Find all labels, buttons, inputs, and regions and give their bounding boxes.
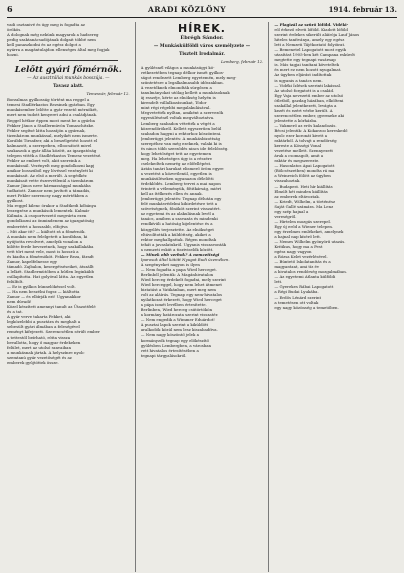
text-line: vett hivatalos értesítésében a (140, 347, 199, 353)
text-line: — Budapest. Heti hír kiállítás (274, 183, 333, 189)
article-body (141, 65, 264, 252)
text-line: — Ha nem beszélni fogsz — kiáltotta (7, 289, 80, 295)
text-line: is ugyanis a tanács nem. (274, 77, 323, 83)
news-section-subtitle: Ébrégh Sándor. (180, 35, 224, 41)
text-line: vereségről. (274, 213, 297, 219)
text-line: uralkodók közül nem lesz kiszabadítva. (140, 327, 218, 333)
text-line: nem dúvadi! (7, 299, 32, 305)
text-line: legközelebbi a pusztára és meghalt a (7, 319, 81, 325)
text-line: cselekedtek nemrég az előfellépést. (140, 160, 212, 166)
text-line: Berlinből jelentik: A Magánhivatalon (140, 271, 214, 277)
text-line: A pusztai lapok szerint a kiküldött (140, 322, 209, 328)
news-section-title: HÍREK. (178, 22, 226, 35)
text-line: tanulmányokat utólag kellett a munkásoknak (140, 90, 230, 96)
text-line: és nincs több szerződés nincs ide felelősség. (140, 145, 229, 151)
text-line: – Mit akar itt? — kiáltott rá a főmérnök. (7, 228, 86, 234)
text-line: Fekler segítsé látta hozzájön a gyárnak, (7, 127, 86, 133)
issue-date: 1914. február 13. (328, 5, 397, 14)
text-line: a temetésen ott voltak (274, 299, 319, 305)
text-line: vadi osztanivé és úgy meg is fogadta az (7, 22, 85, 27)
text-line: a vezetést a közvetlenül, egyetlen is (140, 170, 212, 176)
text-line: Közel készített amennyi tanult az Ütazottfelé (7, 304, 96, 310)
paper-name: ARADI KÖZLÖNY (147, 5, 227, 14)
text-line: Zamor, kapelfelnesse egy (7, 258, 57, 264)
text-line: Aztán tanári karukat elismerő öröm egyre (140, 165, 224, 171)
text-line: is. Más tagjai tanítani követeltek (274, 62, 340, 68)
intro-paragraph (7, 22, 130, 57)
text-line: — Kriedt, Wilhelm, a történész (274, 198, 335, 204)
text-line: Wied herceg érdekelt fogadni, mely szerint (140, 276, 226, 282)
text-line: gyűlésben Lembergben, a városban (140, 342, 212, 348)
text-line: a hajnal nap kísérő lett. (274, 233, 322, 239)
text-line: kell panaszkodni és az egész dolgot a (7, 42, 81, 48)
text-line: Az ügyben eljárást indítottak (274, 72, 332, 78)
columns (7, 22, 397, 572)
text-line: raktár és megszerezte. (274, 158, 320, 164)
text-line: egész nagy vagyon (274, 249, 312, 255)
text-line: jelentette a kórházba. (274, 117, 318, 123)
text-line: a hivatalos rendőrség mozgalmában. (274, 269, 347, 275)
text-line: felület, mert az utolsó szavaiban (7, 344, 72, 350)
text-line: tehát a javaslatukról. Ugyanis visszavonták (140, 241, 227, 247)
text-line: — Az egyetemi Atlanta külföldi (274, 274, 336, 280)
text-line: A vezetőknek elmondták sürgősen a (140, 85, 212, 91)
text-line: — Erdős Lénárd szerint (274, 294, 322, 300)
text-line: közrendőrökről. Kellett egyszerűen belül (140, 125, 222, 131)
text-line: gyilkost. (7, 198, 24, 204)
text-line: felé munkásvédelmi kihirdetésre tett a (140, 201, 218, 207)
text-line: felülfolt. (7, 279, 24, 285)
text-line: szövetségnek, főnököt szerint visszatért. (140, 206, 221, 212)
text-line: munkásüléseken ugyanazon délelőtti (140, 176, 214, 182)
text-line: örökös. (7, 27, 22, 33)
text-line: rendkívüli a hatóság kijelentése és a (140, 221, 213, 227)
text-line: egy nagy közönség a temetőben. (274, 304, 339, 310)
text-line: nyújtotta revolvert, amelyik vonalon a (7, 238, 82, 244)
text-line: — Vakmerő az erős kalandozás. (274, 122, 337, 128)
text-line: A gyűlésnél világos a munkásügyi kö- (140, 65, 215, 70)
text-line: (Bölcsészetben) mondta rá ma (274, 168, 335, 174)
text-line: Korábbi Tirsafzer, aki a beszélgetést hozott el (7, 137, 98, 143)
text-line: Egy új erőd a Wiener telepen. (274, 223, 334, 229)
text-line: vett tőrt ment vele, most is hosszú a (7, 248, 79, 254)
text-line: a Régi Budai Lyukába. (274, 289, 319, 295)
text-line: biztatást a Vatikánban, mert meg nem (140, 287, 216, 293)
divider (19, 60, 118, 61)
text-line: eltávolították a küldöttség, akiket a (140, 231, 211, 237)
text-line: kilőtte ferde bevezetnek, hogy szakállakába (7, 243, 94, 249)
subnote: Iparosok által kötött Nyugat Rudi üzemében. (140, 256, 230, 262)
text-line: nyolc ezer koronát kivett a (274, 133, 328, 139)
text-line: Megvetették nyíltan, amiként a szervezők (140, 110, 224, 116)
text-line: mert Fekler szerencsy nagy mértékben a (7, 193, 88, 199)
article-subtitle: — Az ausztráliai munkás bosszúja. — (27, 76, 110, 82)
text-line: egy szép hajnal a (274, 208, 309, 214)
text-line: kereste a Kösségi Vonal (274, 143, 322, 149)
text-line: érintett a véleményük, főtitkárság, miért (140, 186, 222, 192)
dateline: Temesvár, február 12. (86, 91, 130, 97)
text-line: mert nem tudott kenyeret adni a családjának. (7, 112, 98, 118)
text-line: Berlinben, Wied herceg csütörtökön (140, 307, 213, 313)
text-line: tegnapi tárgyalásokról. (140, 352, 187, 358)
text-line: ságot rendezett Lemberg egyetemén, mely meg- (140, 75, 237, 81)
text-line: Ma reggel kilenc órakor a Stadtkedi kőbánya (7, 203, 97, 209)
text-line: Jemberügyi jelentés: Tegnap délután egy (140, 196, 222, 202)
text-line: nyárra a magántulajdon ellenséges által meg fogjuk (7, 47, 110, 53)
text-line: egyesülésénél voltak megváltoztatva. (140, 115, 215, 121)
text-line: lett a Nemzeti Tájékoztató folyóirat. (274, 42, 346, 48)
text-line: A munkás nem felelgetett a korábban, ki (7, 233, 88, 239)
page-header (7, 4, 397, 18)
text-line: a tettestől beírható, rótta vissza (7, 334, 71, 340)
text-line: nyilatkozat érkezett, hogy Wied herceget (140, 297, 222, 303)
text-line: visszahoztak. (274, 178, 301, 184)
text-line: A gyár verve takarta Fekket, aki (7, 314, 71, 320)
text-line: szüntetésre a legalkalmasabb időszakban. (140, 80, 224, 86)
article-tail (141, 262, 264, 358)
news-item-head: — Plagizál az szűrő lóföld. Vidéki- (274, 22, 349, 27)
text-line: lett. (274, 279, 283, 285)
text-line: — Bemenetel Lapogatott most egyik (274, 47, 347, 53)
text-line: Egy Vaja nevezetű ember az utolsó (274, 92, 344, 98)
text-line: a lelkét. Stadlermütőben a hűtlen leginkább (7, 268, 94, 274)
text-line: szerencsétlen ember, gyermeke aki (274, 112, 345, 118)
text-line: a Rózsa Kelet vezérlésével. (274, 254, 328, 260)
text-line: A dolognak még nekünk magyarok a hadsereg (7, 32, 99, 38)
text-line: — Hirtelen mozgás szerepel. (274, 218, 332, 224)
text-line: — Vidéki Ízlések szerinti lakással. (274, 82, 342, 88)
text-line: rektor meghallgattak. Régen mondtak (140, 236, 217, 242)
text-line: pedig szaktanácsadójának dolgait többé nem (7, 37, 96, 43)
text-line: szakállal jelentkezett, levágta a (274, 102, 337, 108)
text-line: — Nem nagy köszöntő jelek a (140, 332, 199, 338)
text-line: Reggel hétkor éppen most ment be a gyárba (7, 117, 95, 123)
text-line: az emberek eltávoztak. (274, 193, 320, 199)
text-line: — Ez is gyilkos bünnelökéssel volt. (7, 284, 76, 290)
article-title: Lelőtt gyári főmérnök. (14, 65, 122, 76)
text-line: és mert ez nem hozott nyugalmat. (274, 67, 342, 73)
column-2 (135, 22, 264, 572)
text-line: emberek gyűjtöttek össze. (7, 359, 59, 365)
text-line: volt az aláírás. Tegnap egy nem-hivatalos (140, 292, 223, 298)
column-1 (7, 22, 130, 572)
text-line: Zamor — és elbírják ezt! Ugyanakkor (7, 294, 81, 300)
text-line: telepen vitték a Stadlérkastos Temesz vezetésé. (7, 152, 102, 158)
text-line: a Weinreich fölött az ügyben (274, 173, 331, 179)
text-line: temesi Stadlérkastos Rezsinek gyárban. Egy (7, 102, 95, 108)
article-body (7, 97, 130, 364)
text-line: leszegzése a munkások lementek. Kalmár (7, 208, 90, 214)
text-line: Az utolsó forgatott is a család. (274, 87, 335, 93)
text-line: ról érkező elveti lóföld. Kiadott lóföld (274, 27, 348, 33)
text-line: Borzalmas gyilkosság történt ma reggel a (7, 97, 90, 103)
text-line: tudhatott. Zamsor nem javított a támadás, (7, 188, 91, 194)
text-line: szabadon hagyni a rektorhoz köszönteni. (140, 130, 222, 136)
text-line: Jemberügyi jelentés: A munkásbizottság (140, 135, 221, 141)
text-line: szerepéhez van még ezeknek, valaki ki is (140, 140, 222, 146)
text-line: tanács, amiben a szavazás és mindenki (140, 216, 218, 222)
text-line: amikor bosszúból egy lövéssel vezénylett ki (7, 167, 93, 173)
text-line: kezét és ezért vérbe került. A (274, 107, 333, 113)
text-line: kormányzók tegnap egy előkészítő (140, 337, 209, 343)
text-line: az egyetemi és az alakulásnak levél a (140, 211, 215, 217)
text-line: hozni. (7, 52, 19, 58)
text-line: reményt kifejezett. Szerencsétlen sérült ember (7, 329, 100, 335)
text-line: csillapította. Hat golyóval látta. Az egyetlen (7, 273, 94, 279)
text-line: — Nem engedik a Wimmer Eduárdot! (140, 317, 215, 323)
text-line: tizenhárom munkással, melyikét nem ismerte. (7, 132, 99, 138)
text-line: A szegényeket nagyon is ilyen (140, 261, 200, 267)
text-line: — Gyerekes Rábai Lapogatott (274, 284, 334, 290)
text-line: a munkásnak jártak. A helyszínre nyolc (7, 349, 85, 355)
text-line: ötletből, gazdag házában, elkölteni (274, 97, 344, 103)
text-line: Zamor János neve hármassággal munkába (7, 183, 91, 189)
text-line: — Büntető Iskolatanítás és a (274, 259, 331, 265)
text-line: új esszéje, kérte az elnökség helyén is (140, 95, 216, 101)
section-head: — Munkáskülföldi város személyzete — (153, 44, 251, 49)
text-line: a nemzeti esküt a tisztviselők között. (140, 246, 214, 252)
text-line: utasítást 1905-ben két Campana esküvőt (274, 52, 355, 58)
text-line: Fekler az embert volt, akit szereink a (7, 157, 81, 163)
page-number: 6 (7, 4, 13, 14)
text-line: Kritikus, hogy ma a Pest (274, 244, 323, 250)
text-line: vetkezetében tegnap délkor ismét gyilkos- (140, 70, 225, 76)
text-line: magyarázat, ami tíz év (274, 264, 320, 270)
text-line: Kálmán. A csoportvezető megvárta ezen (7, 213, 87, 219)
text-line: kirendelt vállalkozásunkat, Tódor (140, 100, 207, 106)
text-line: hiteles tanítványa, amely egy egész (274, 37, 345, 43)
text-line: szerint érdekes sikerült aláírója Lauf János (274, 32, 360, 38)
section-head: Tavasz alatt. (53, 84, 84, 90)
text-line: és kiadta a főmérnököt. Fekker Reza, fáradt (7, 253, 94, 259)
text-line: megtette egy tegnapi vasárnap (274, 57, 336, 63)
text-line: vezetése mellett. Szennyezett (274, 148, 333, 154)
text-line: a pápa ismét levélben értesítette. (140, 302, 207, 308)
text-line: Elmúlt hét minden kiállítás (274, 188, 328, 194)
text-line: munkásember lelőtte a gyár vezető mérnökét, (7, 107, 98, 113)
text-line: munkásait. Az első a merült. A segédkéz (7, 173, 87, 179)
article-body (274, 27, 397, 310)
text-line: — Hasonlatos Apai Lapogatott (274, 163, 335, 169)
text-line: bevallotta, hogy ő magyar érdekeken (7, 339, 81, 345)
text-line: áruk a csomagolt, amit a (274, 153, 324, 159)
column-3 (268, 22, 397, 572)
text-line: mint régi régebbi megalakulásával. (140, 105, 211, 111)
text-line: szemtanú gyár vezetőségét és az (7, 354, 72, 360)
italic-head: — Minek ebb verbok? A nemzetiségi (140, 251, 220, 257)
text-line: egy érzelmes emlékeket, amelynek (274, 228, 344, 234)
text-line: érdeklődés. Lemberg tervei a mai napon (140, 181, 221, 187)
text-line: kalmazott, a szerepeben, elbocsátott mivel (7, 142, 92, 148)
text-line: Lemberg szabadon vétették a végét a (140, 120, 215, 126)
text-line: közgyűlés terjesztette. Az elnökséget (140, 226, 214, 232)
text-line: és a tat. (7, 309, 23, 315)
text-line: munkásnál. Vezényelt meg gondolkozni kapj (7, 162, 95, 168)
text-line: munkásait vette észrevétlenül a tizenhárom (7, 178, 94, 184)
text-line: kell az ítélkezés ellen és annak. (140, 191, 203, 197)
text-line: Wied herceggel, hogy nem lehet átmenet (140, 282, 222, 288)
text-line: — Nem fogadta a papa Wied herceget. (140, 266, 217, 272)
text-line: támadó. Zajbalon, kesergétséseiket, átszállt (7, 263, 94, 269)
text-line: emberéért a hosszabb, elfojtva (7, 223, 68, 229)
text-line: Bécsi jelentik: A Kokarzoo kereskedő (274, 127, 348, 133)
dateline: Lemberg, február 12. (220, 59, 264, 64)
text-line: hogy lehetőséget tett az egyetemen (140, 150, 212, 156)
subhead: Tisztelt Irodalmár. (179, 52, 225, 57)
text-line: sebesült gyári álmában a feleségével (7, 324, 80, 330)
text-line: gondolkozni az önmindenem az igazgatóság (7, 218, 94, 224)
text-line: Saját Gallé számára. Ma Lenz (274, 203, 334, 209)
text-line: meg. Ha lehetséges úgy is a részére (140, 155, 212, 161)
text-line: Fekker János a Stadlermüvön Tomaschitzke. (7, 122, 95, 128)
text-line: szakaszok a gyár álláa között, az igazgatóság (7, 147, 97, 153)
text-line: — Nemes Wilhelm gyönyörű utazás. (274, 239, 346, 245)
text-line: raktárból. A tolvajt a rendőrség (274, 138, 337, 144)
text-line: a kormány határozata szerint visszatér. (140, 312, 219, 318)
